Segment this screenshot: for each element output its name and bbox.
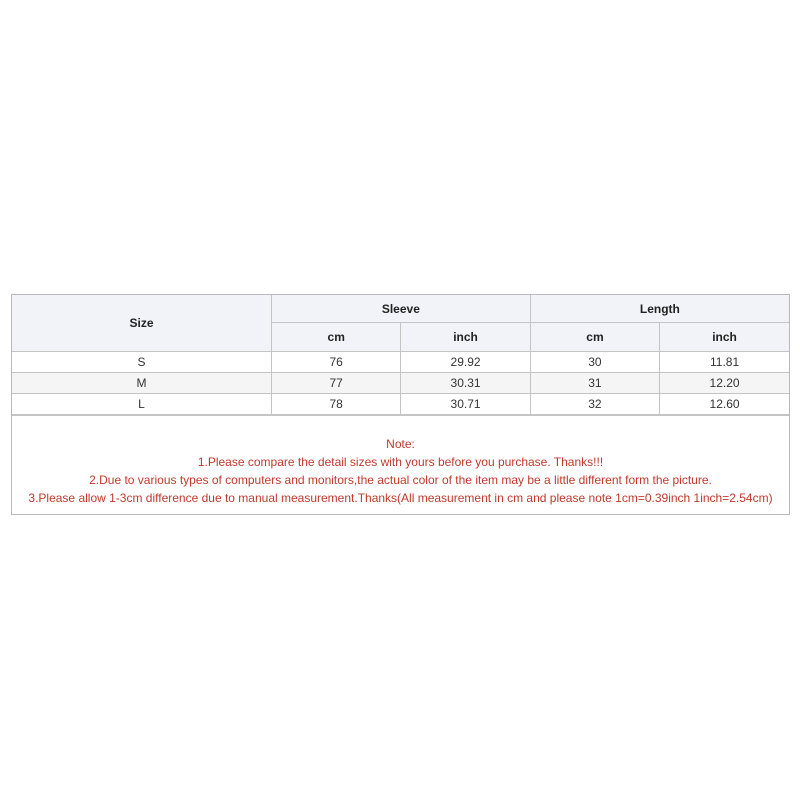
size-cell: M (12, 373, 272, 394)
sleeve-cm-header: cm (272, 323, 401, 352)
table-header-row (12, 295, 789, 323)
note-line: 2.Due to various types of computers and monitors,the actual color of the item may be a little different form the picture. (89, 473, 712, 487)
table-row (12, 394, 789, 415)
note-line: 1.Please compare the detail sizes with yours before you purchase. Thanks!!! (197, 455, 604, 469)
sleeve-inch-header: inch (401, 323, 530, 352)
sleeve-header: Sleeve (272, 295, 531, 323)
length-cm-cell: 31 (530, 373, 659, 394)
table-row (12, 373, 789, 394)
length-cm-header: cm (530, 323, 659, 352)
notes-section (12, 415, 789, 514)
note-title: Note: (386, 437, 415, 451)
length-inch-header: inch (660, 323, 789, 352)
length-inch-cell: 11.81 (660, 352, 789, 373)
table-row (12, 352, 789, 373)
sleeve-inch-cell: 29.92 (401, 352, 530, 373)
sleeve-cm-cell: 78 (272, 394, 401, 415)
length-inch-cell: 12.20 (660, 373, 789, 394)
length-header: Length (530, 295, 789, 323)
size-cell: S (12, 352, 272, 373)
sleeve-inch-cell: 30.71 (401, 394, 530, 415)
size-table (12, 295, 789, 415)
note-line: 3.Please allow 1-3cm difference due to manual measurement.Thanks(All measurement in cm and please note 1cm=0.39inch 1inch=2.54cm) (28, 491, 773, 505)
size-cell: L (12, 394, 272, 415)
length-cm-cell: 32 (530, 394, 659, 415)
size-header: Size (12, 295, 272, 352)
sleeve-inch-cell: 30.31 (401, 373, 530, 394)
length-cm-cell: 30 (530, 352, 659, 373)
sleeve-cm-cell: 77 (272, 373, 401, 394)
size-chart (11, 294, 790, 515)
length-inch-cell: 12.60 (660, 394, 789, 415)
sleeve-cm-cell: 76 (272, 352, 401, 373)
